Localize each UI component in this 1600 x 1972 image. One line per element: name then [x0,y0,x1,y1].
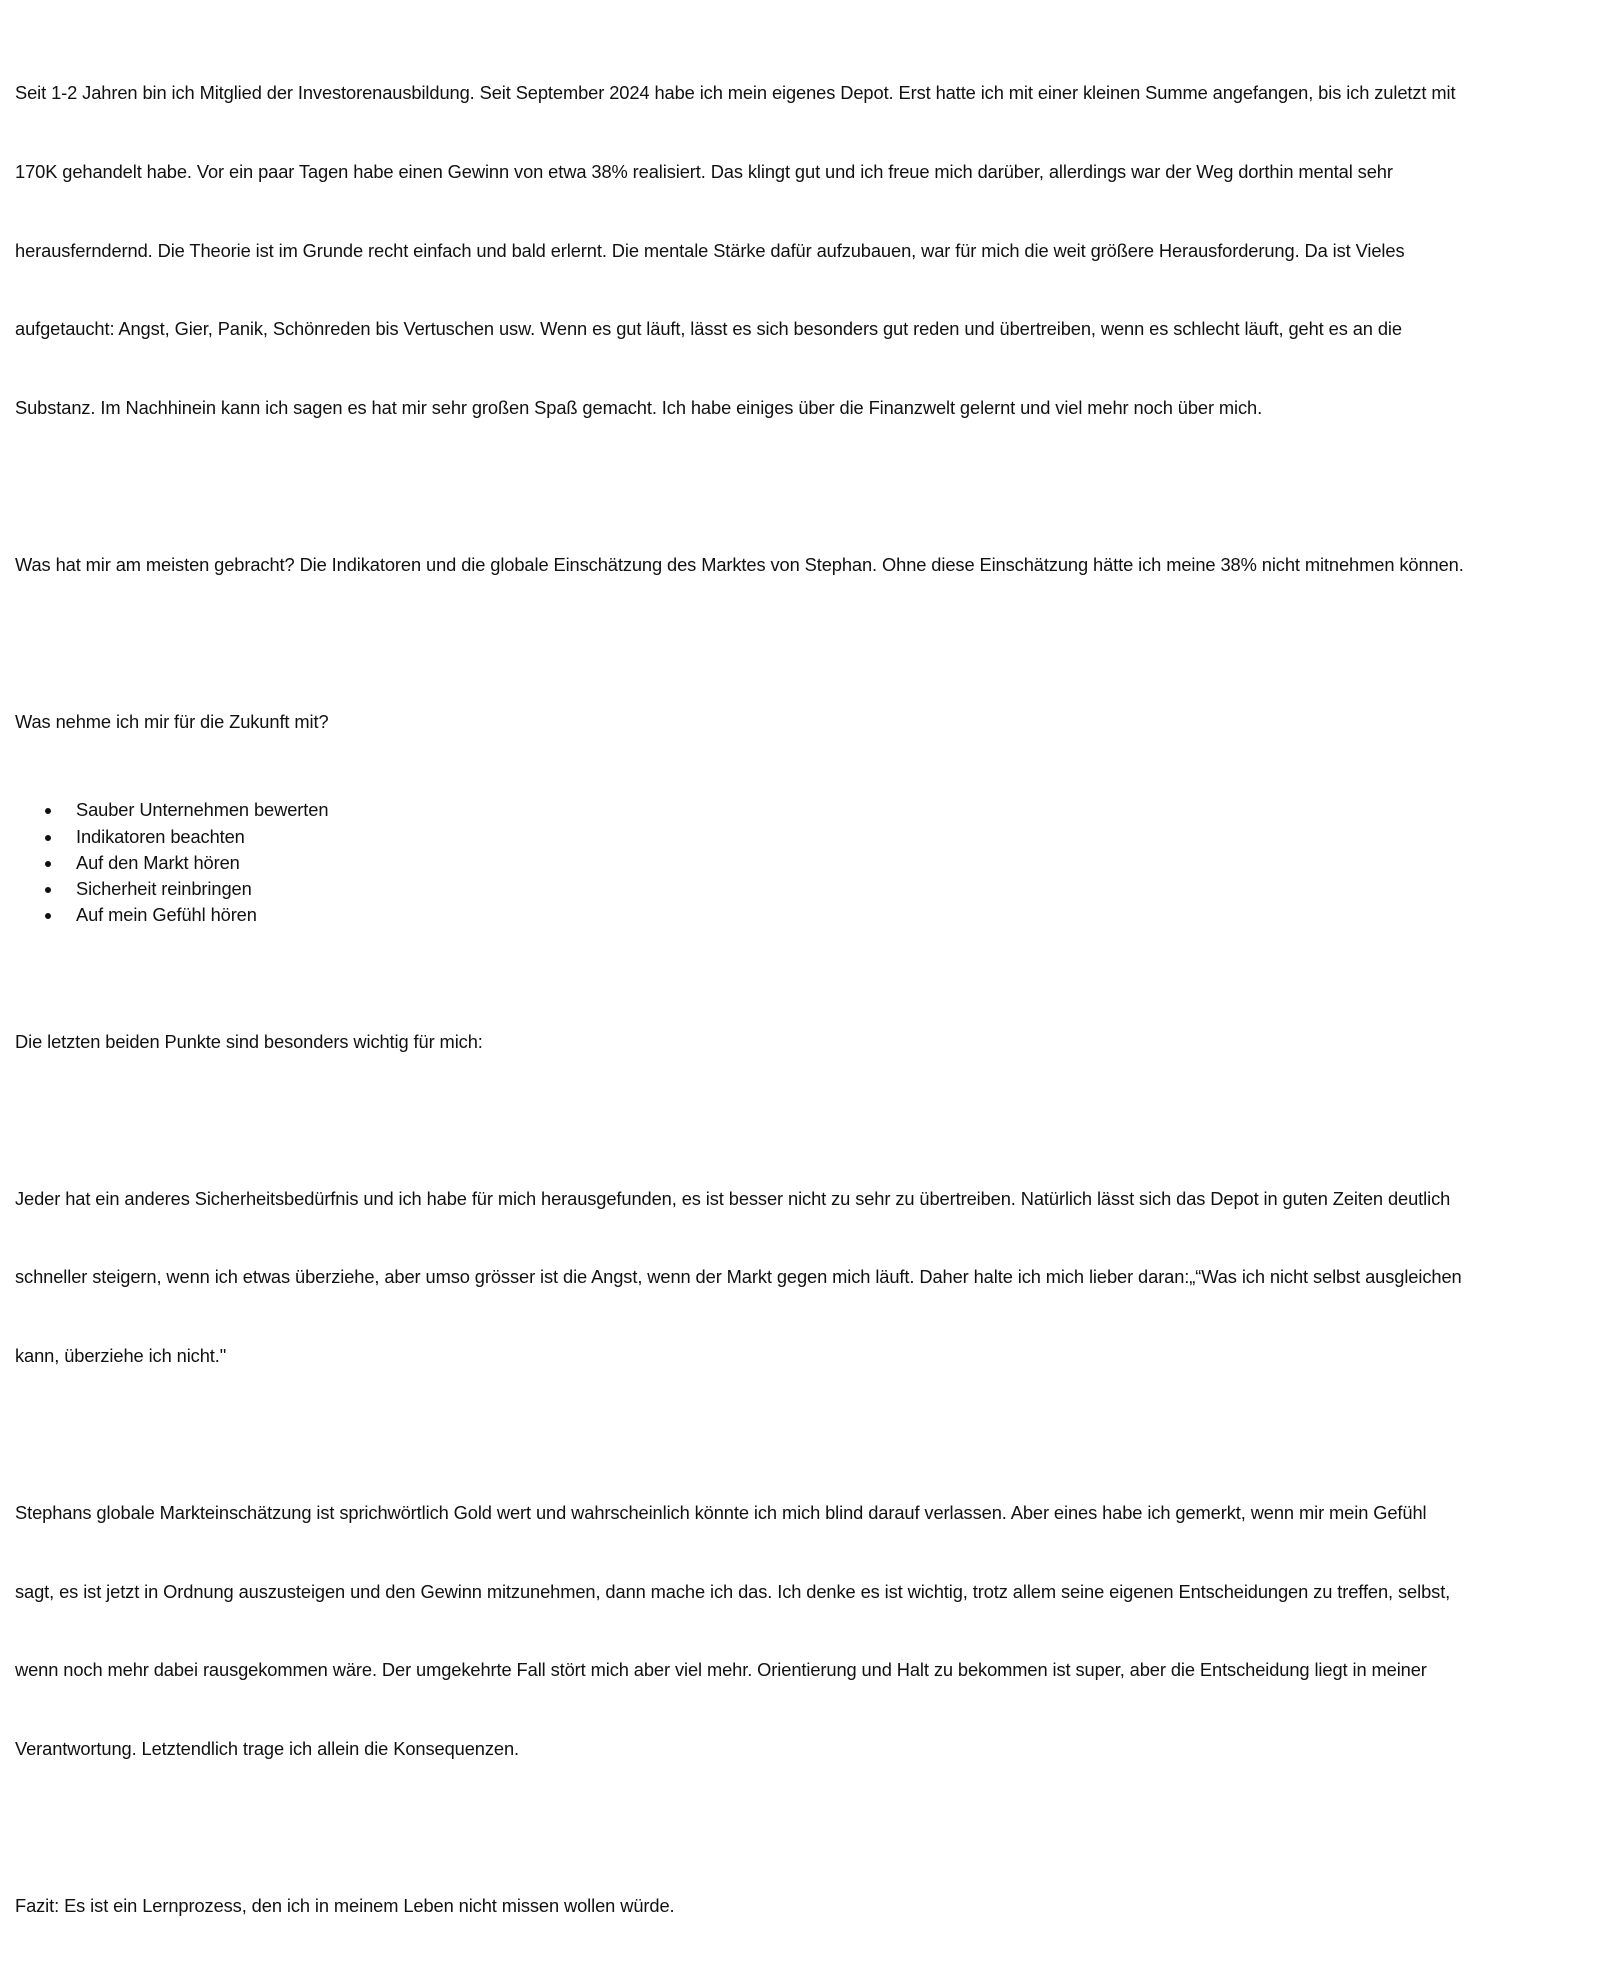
list-item [15,876,1600,902]
security-line: kann, überziehe ich nicht." [15,1345,227,1367]
list-item [15,902,1600,928]
intro-line: 170K gehandelt habe. Vor ein paar Tagen habe einen Gewinn von etwa 38% realisiert. Das klingt gut und ich freue mich darüber, allerdings war der Weg dorthin mental sehr [15,161,1393,183]
last-two-paragraph [15,976,1600,1107]
bullet-icon [45,861,51,867]
list-item [15,850,1600,876]
feeling-line: wenn noch mehr dabei rausgekommen wäre. Der umgekehrte Fall stört mich aber viel mehr. Orientierung und Halt zu bekommen ist super, aber die Entscheidung liegt in meiner [15,1659,1427,1681]
list-item-text: Sauber Unternehmen bewerten [76,799,329,821]
conclusion-paragraph [15,1841,1600,1972]
future-question-line: Was nehme ich mir für die Zukunft mit? [15,710,329,732]
list-item-text: Auf mein Gefühl hören [76,904,257,926]
feeling-line: Stephans globale Markteinschätzung ist sprichwörtlich Gold wert und wahrscheinlich könnte ich mich blind darauf verlassen. Aber eines habe ich gemerkt, wenn mir mein Gefühl [15,1502,1427,1524]
intro-paragraph [15,28,1600,473]
list-item-text: Sicherheit reinbringen [76,878,252,900]
conclusion-line: Fazit: Es ist ein Lernprozess, den ich in meinem Leben nicht missen wollen würde. [15,1894,675,1916]
bullet-icon [45,887,51,893]
feeling-line: Verantwortung. Letztendlich trage ich allein die Konsequenzen. [15,1737,519,1759]
intro-line: aufgetaucht: Angst, Gier, Panik, Schönreden bis Vertuschen usw. Wenn es gut läuft, lässt es sich besonders gut reden und übertreiben, wenn es schlecht läuft, geht es an die [15,318,1402,340]
bullet-icon [45,835,51,841]
feeling-line: sagt, es ist jetzt in Ordnung auszusteigen und den Gewinn mitzunehmen, dann mache ich das. Ich denke es ist wichtig, trotz allem seine eigenen Entscheidungen zu treffen, selbst, [15,1580,1451,1602]
bullet-icon [45,808,51,814]
list-item [15,797,1600,823]
security-line: schneller steigern, wenn ich etwas überziehe, aber umso grösser ist die Angst, wenn der Markt gegen mich läuft. Daher halte ich mich lieber daran:„“Was ich nicht selbst ausgleichen [15,1266,1462,1288]
most-helpful-line: Was hat mir am meisten gebracht? Die Indikatoren und die globale Einschätzung des Marktes von Stephan. Ohne diese Einschätzung hätte ich meine 38% nicht mitnehmen können. [15,553,1464,575]
security-paragraph [15,1133,1600,1421]
list-item-text: Indikatoren beachten [76,825,245,847]
takeaways-list [15,797,1600,928]
spacer [15,928,1600,976]
security-line: Jeder hat ein anderes Sicherheitsbedürfnis und ich habe für mich herausgefunden, es ist besser nicht zu sehr zu übertreiben. Natürlich lässt sich das Depot in guten Zeiten deutlich [15,1187,1451,1209]
bullet-icon [45,913,51,919]
intro-line: herausferndernd. Die Theorie ist im Grunde recht einfach und bald erlernt. Die mentale Stärke dafür aufzubauen, war für mich die weit größere Herausforderung. Da ist Vieles [15,239,1405,261]
list-item-text: Auf den Markt hören [76,851,240,873]
list-item [15,824,1600,850]
intro-line: Seit 1-2 Jahren bin ich Mitglied der Investorenausbildung. Seit September 2024 habe ich mein eigenes Depot. Erst hatte ich mit einer kleinen Summe angefangen, bis ich zuletzt mit [15,82,1456,104]
future-question-paragraph [15,656,1600,787]
intro-line: Substanz. Im Nachhinein kann ich sagen es hat mir sehr großen Spaß gemacht. Ich habe einiges über die Finanzwelt gelernt und viel mehr noch über mich. [15,396,1263,418]
most-helpful-paragraph [15,499,1600,630]
last-two-line: Die letzten beiden Punkte sind besonders wichtig für mich: [15,1030,483,1052]
feeling-paragraph [15,1448,1600,1815]
